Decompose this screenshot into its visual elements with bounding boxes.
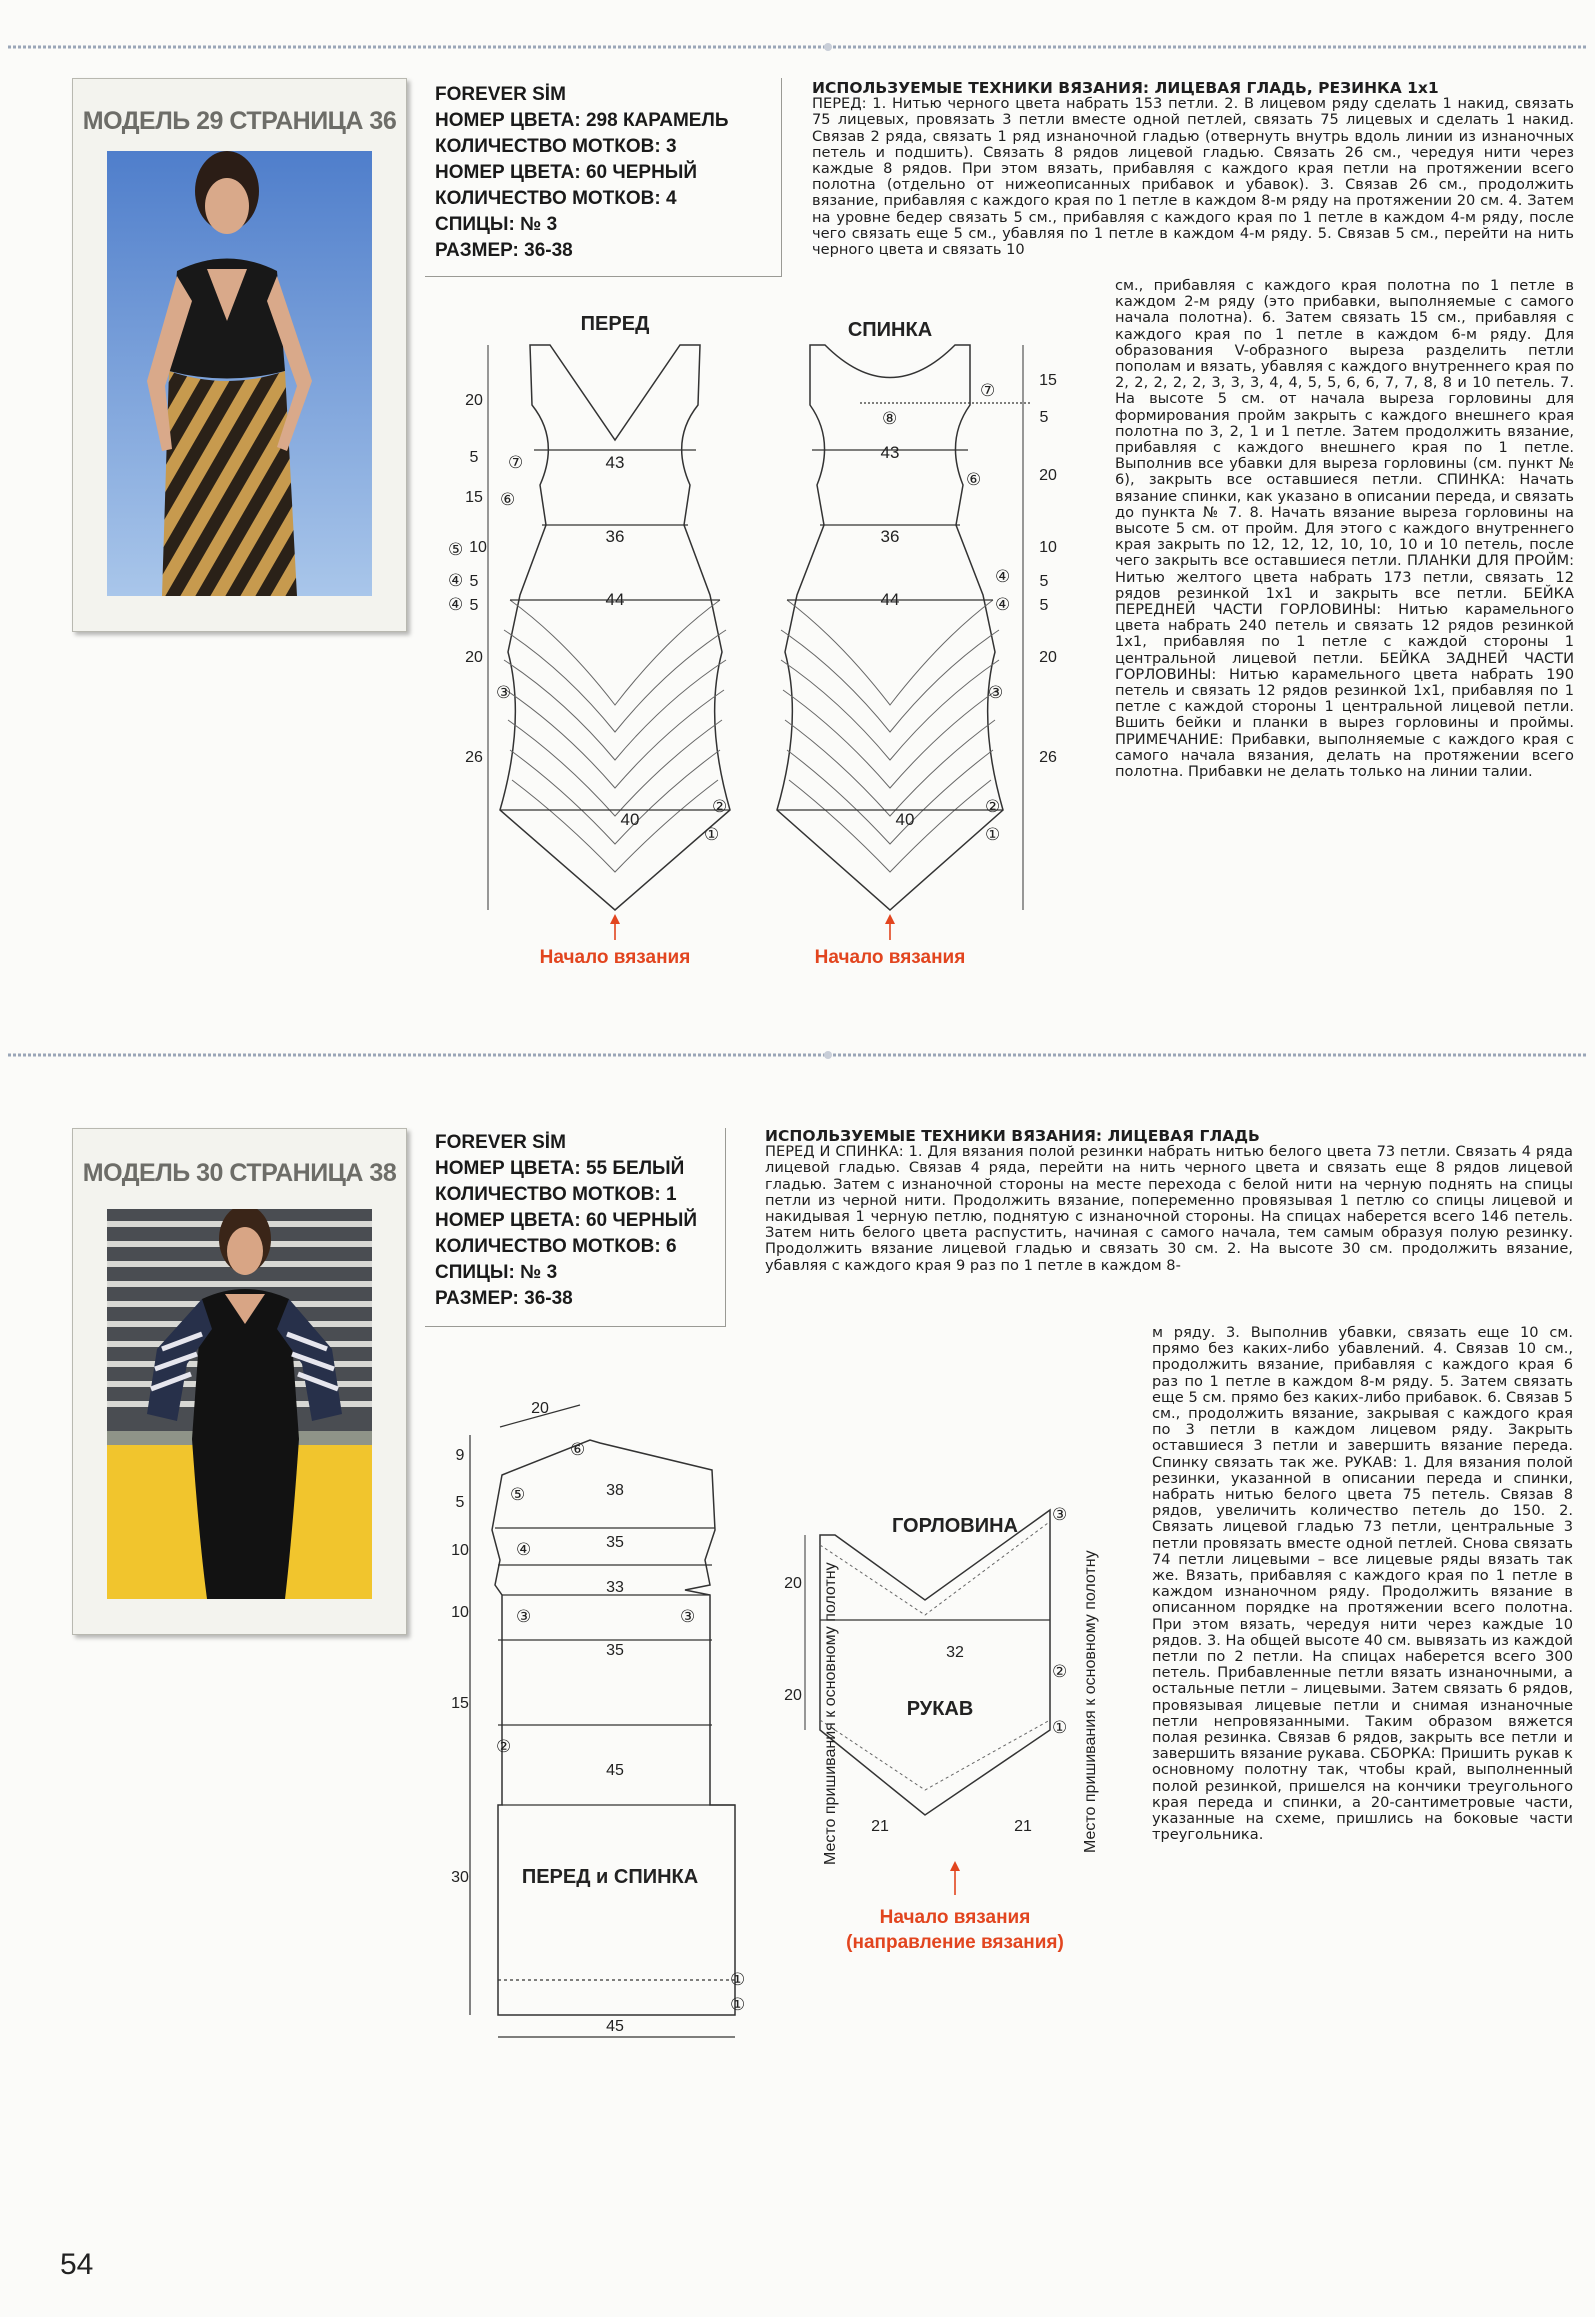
model29-diagram	[440, 300, 1080, 970]
body-height-label: 9	[455, 1447, 465, 1464]
width-label: 44	[880, 590, 900, 609]
start-label: Начало вязания	[814, 947, 966, 968]
width-label: 44	[605, 590, 625, 609]
marker-4: ④	[995, 595, 1011, 614]
marker-1: ①	[730, 1970, 746, 1989]
height-label: 20	[1039, 649, 1057, 666]
marker-6: ⑥	[966, 470, 982, 489]
height-label: 26	[1039, 749, 1057, 766]
width-label: 40	[895, 810, 915, 829]
body-width-label: 35	[606, 1534, 624, 1551]
marker-2: ②	[496, 1737, 512, 1756]
marker-3: ③	[680, 1607, 696, 1626]
model29-text-narrow: см., прибавляя с каждого края полотна по 1 петле в каждом 2-м ряду (это прибавки, выполняемые с самого начала полотна). 6. Затем связать 15 см., прибавляя с каждого края по 1 петле в каждом 6-м ряду. Для образования V-образного выреза разделить петли пополам и вязать, убавляя с каждого внутреннего края по 2, 2, 2, 2, 2, 3, 3, 3, 4, 4, 5, 5, 6, 6, 7, 7, 8, 8 и 10 петель. 7. На высоте 5 см. от начала выреза горловины для формирования пройм закрыть с каждого внешнего края полотна по 3, 2, 1 и 1 петле. Затем продолжить вязание, прибавляя с каждого внешнего края по 1 петле. Выполнив все убавки для выреза горловины (см. пункт № 6), закрыть все оставшиеся петли. СПИНКА: Начать вязание спинки, как указано в описании переда, и связать до пункта № 7. 8. Начать вязание выреза горловины на высоте 5 см. от пройм. Для этого с каждого внутреннего края закрыть по 12, 12, 12, 10, 10, 10 и 10 петель, после чего закрыть все оставшиеся петли. ПЛАНКИ ДЛЯ ПРОЙМ: Нитью желтого цвета набрать 173 петли, связать 12 рядов резинкой 1x1 и закрыть все петли. БЕЙКА ПЕРЕДНЕЙ ЧАСТИ ГОРЛОВИНЫ: Нитью карамельного цвета набрать 240 петель и связать 12 рядов резинкой 1x1, прибавляя по 1 петле с каждой стороны 1 центральной лицевой петли. БЕЙКА ЗАДНЕЙ ЧАСТИ ГОРЛОВИНЫ: Нитью карамельного цвета набрать 190 петель и связать 12 рядов резинкой 1x1, прибавляя по 1 петле с каждой стороны 1 центральной лицевой петли. Вшить бейки и планки в вырез горловины и проймы. ПРИМЕЧАНИЕ: Прибавки, выполняемые с каждого края с самого начала вязания, делать на протяжении всего полотна. Прибавки не делать только на линии талии.	[1115, 277, 1574, 781]
spec-line: НОМЕР ЦВЕТА: 60 ЧЕРНЫЙ	[435, 162, 698, 183]
model30-diagram	[440, 1395, 1140, 2055]
spec-line: КОЛИЧЕСТВО МОТКОВ: 4	[435, 188, 677, 209]
height-label: 26	[465, 749, 483, 766]
marker-5: ⑤	[448, 540, 464, 559]
marker-7: ⑦	[980, 381, 996, 400]
model30-text-narrow: м ряду. 3. Выполнив убавки, связать еще 10 см. прямо без каких-либо убавлений. 4. Связав 10 см., продолжить вязание, прибавляя с каждого края 6 раз по 1 петле в каждом 8-м ряду. 5. Затем связать еще 5 см. прямо без каких-либо прибавок. 6. Связав 5 см., продолжить вязание, закрывая с каждого края по 3 петли в каждом лицевом ряду. Закрыть оставшиеся 3 петли и завершить вязание переда. Спинку связать так же. РУКАВ: 1. Для вязания полой резинки, указанной в описании переда и спинки, набрать нитью белого цвета 75 петель. Связав 8 рядов, увеличить количество петель до 150. 2. Связать лицевой гладью 73 петли, центральные 3 петли провязать вместе одной петлей. Снова связать 74 петли лицевыми – все лицевые ряды вязать так же. Вязать, прибавляя с каждого края по 1 петле в каждом изнаночном ряду. Продолжить вязание в описанном порядке на протяжении всего полотна. При этом вязать, чередуя нити через каждые 10 рядов. 3. На общей высоте 40 см. вывязать из каждой петли по 2 петли. На спицах наберется всего 300 петель. Прибавленные петли вязать изнаночными, а остальные петли – лицевыми. Затем связать 6 рядов, провязывая лицевые петли и снимая изнаночные петли непровязанными. Таким образом вяжется полая резинка. Связав 6 рядов, закрыть все петли и завершить вязание рукава. СБОРКА: Пришить рукав к основному полотну так, чтобы край, выполненный полой резинкой, пришелся на кончики треугольного края переда и спинки, а 20-сантиметровые части, указанные на схеме, пришлись на боковые части треугольника.	[1152, 1324, 1573, 1844]
body-width-label: 20	[531, 1400, 549, 1417]
middle-divider	[8, 1050, 1588, 1060]
front-title: ПЕРЕД	[580, 313, 650, 335]
body-width-label: 35	[606, 1642, 624, 1659]
marker-3: ③	[988, 683, 1004, 702]
marker-2: ②	[985, 797, 1001, 816]
sleeve-title: РУКАВ	[906, 1698, 974, 1720]
start-label: Начало вязания	[539, 947, 691, 968]
page-number: 54	[60, 2248, 94, 2281]
model29-photo	[107, 151, 372, 596]
height-label: 5	[1039, 573, 1049, 590]
spec-line: КОЛИЧЕСТВО МОТКОВ: 3	[435, 136, 677, 157]
width-label: 43	[605, 453, 625, 472]
height-label: 10	[1039, 539, 1057, 556]
spec-line: РАЗМЕР: 36-38	[435, 1288, 573, 1309]
sleeve-outline	[820, 1510, 1050, 1815]
model30-techniques: ИСПОЛЬЗУЕМЫЕ ТЕХНИКИ ВЯЗАНИЯ: ЛИЦЕВАЯ ГЛАДЬ	[765, 1127, 1260, 1145]
model29-text-wide: ПЕРЕД: 1. Нитью черного цвета набрать 153 петли. 2. В лицевом ряду сделать 1 накид, связать 75 лицевых, провязать 3 петли вместе одной петлей, связать 75 лицевых и сделать 1 накид. Связав 2 ряда, связать 1 ряд изнаночной гладью (отвернуть внутрь вдоль линии из изнаночных петель и подшить). Связать 8 рядов лицевой гладью. Связать 26 см., чередуя нити через каждые 8 рядов. При этом вязать, прибавляя с каждого края петли на протяжении всего полотна (отдельно от нижеописанных прибавок и убавок). 3. Связав 26 см., продолжить вязание, прибавляя с каждого края по 1 петле в каждом 8-м ряду на протяжении 20 см. 4. Затем на уровне бедер связать 5 см., прибавляя с каждого края по 1 петле в каждом 4-м ряду, после чего связать еще 5 см., убавляя по 1 петле в каждом 4-м ряду. 5. Связав 5 см., перейти на нить черного цвета и связать 10	[812, 95, 1574, 259]
marker-2: ②	[1052, 1662, 1068, 1681]
height-label: 5	[469, 449, 479, 466]
width-label: 43	[880, 443, 900, 462]
height-label: 5	[1039, 597, 1049, 614]
height-label: 5	[469, 573, 479, 590]
body-height-label: 10	[451, 1542, 469, 1559]
spec-line: СПИЦЫ: № 3	[435, 214, 558, 235]
marker-4: ④	[516, 1540, 532, 1559]
model29-card-title: МОДЕЛЬ 29 СТРАНИЦА 36	[82, 107, 397, 135]
height-label: 20	[465, 392, 483, 409]
marker-4: ④	[995, 567, 1011, 586]
marker-6: ⑥	[500, 490, 516, 509]
spec-line: НОМЕР ЦВЕТА: 60 ЧЕРНЫЙ	[435, 1210, 698, 1231]
neck-title: ГОРЛОВИНА	[891, 1515, 1019, 1537]
body-height-label: 30	[451, 1869, 469, 1886]
body-title: ПЕРЕД и СПИНКА	[521, 1866, 699, 1888]
marker-3: ③	[1052, 1505, 1068, 1524]
width-label: 36	[880, 527, 900, 546]
height-label: 15	[465, 489, 483, 506]
spec-line: FOREVER SİM	[435, 1132, 566, 1153]
model29-instructions-wide	[812, 80, 1574, 258]
front-outline	[500, 345, 730, 910]
marker-2: ②	[712, 797, 728, 816]
sleeve-height-label: 20	[784, 1687, 802, 1704]
body-outline	[492, 1440, 735, 2015]
body-width-label: 33	[606, 1579, 624, 1596]
body-height-label: 5	[455, 1494, 465, 1511]
spec-line: НОМЕР ЦВЕТА: 55 БЕЛЫЙ	[435, 1158, 685, 1179]
model29-card	[72, 78, 407, 632]
body-height-label: 10	[451, 1604, 469, 1621]
height-label: 10	[469, 539, 487, 556]
model30-photo	[107, 1209, 372, 1599]
sleeve-width-label: 32	[946, 1644, 964, 1661]
marker-4: ④	[448, 571, 464, 590]
height-label: 5	[1039, 409, 1049, 426]
sleeve-start-label2: (направление вязания)	[846, 1932, 1064, 1953]
spec-line: СПИЦЫ: № 3	[435, 1262, 558, 1283]
spec-line: FOREVER SİM	[435, 84, 566, 105]
sleeve-start-label: Начало вязания	[879, 1907, 1031, 1928]
model29-instructions-narrow	[1115, 278, 1574, 780]
marker-1: ①	[704, 825, 720, 844]
marker-3: ③	[496, 683, 512, 702]
model30-card-title: МОДЕЛЬ 30 СТРАНИЦА 38	[82, 1159, 397, 1187]
spec-line: КОЛИЧЕСТВО МОТКОВ: 6	[435, 1236, 677, 1257]
back-outline	[777, 345, 1003, 910]
sleeve-width-label: 21	[1014, 1818, 1032, 1835]
model30-specs	[435, 1130, 697, 1312]
marker-3: ③	[516, 1607, 532, 1626]
marker-6: ⑥	[570, 1440, 586, 1459]
model29-specs	[435, 82, 728, 264]
marker-4: ④	[448, 595, 464, 614]
side-label: Место пришивания к основному полотну	[1082, 1550, 1099, 1853]
spec-line: КОЛИЧЕСТВО МОТКОВ: 1	[435, 1184, 677, 1205]
marker-1: ①	[1052, 1718, 1068, 1737]
sleeve-height-label: 20	[784, 1575, 802, 1592]
marker-7: ⑦	[508, 453, 524, 472]
body-width-label: 38	[606, 1482, 624, 1499]
height-label: 5	[469, 597, 479, 614]
sleeve-width-label: 21	[871, 1818, 889, 1835]
side-label: Место пришивания к основному полотну	[822, 1562, 839, 1865]
spec-line: НОМЕР ЦВЕТА: 298 КАРАМЕЛЬ	[435, 110, 729, 131]
marker-5: ⑤	[510, 1485, 526, 1504]
body-width-label: 45	[606, 1762, 624, 1779]
back-title: СПИНКА	[847, 319, 933, 341]
width-label: 36	[605, 527, 625, 546]
height-label: 20	[1039, 467, 1057, 484]
model30-text-wide: ПЕРЕД И СПИНКА: 1. Для вязания полой резинки набрать нитью белого цвета 73 петли. Связать 4 ряда лицевой гладью. Связав 4 ряда, перейти на нить черного цвета и связать еще 8 рядов лицевой гладью. Затем с изнаночной стороны на месте перехода с белой нити на черную поднять на спицы петли из черной нити. Продолжить вязание, попеременно провязывая 1 петлю со спицы лицевой и накидывая 1 черную петлю, поднятую с изнаночной стороны. На спицах наберется всего 146 петель. Затем нить белого цвета распустить, начиная с самого начала, тем самым образуя полую резинку. Продолжить вязание лицевой гладью и связать 30 см. 2. На высоте 30 см. продолжить вязание, убавляя с каждого края 9 раз по 1 петле в каждом 8-	[765, 1143, 1573, 1274]
model30-instructions-narrow	[1152, 1325, 1573, 1844]
model29-techniques: ИСПОЛЬЗУЕМЫЕ ТЕХНИКИ ВЯЗАНИЯ: ЛИЦЕВАЯ ГЛАДЬ, РЕЗИНКА 1x1	[812, 79, 1439, 97]
model30-card	[72, 1128, 407, 1635]
height-label: 15	[1039, 372, 1057, 389]
model30-instructions-wide	[765, 1128, 1573, 1274]
spec-line: РАЗМЕР: 36-38	[435, 240, 573, 261]
marker-8: ⑧	[882, 409, 898, 428]
body-height-label: 15	[451, 1695, 469, 1712]
marker-1: ①	[730, 1995, 746, 2014]
body-width-label: 45	[606, 2018, 624, 2035]
width-label: 40	[620, 810, 640, 829]
marker-1: ①	[985, 825, 1001, 844]
height-label: 20	[465, 649, 483, 666]
top-divider	[8, 42, 1588, 52]
